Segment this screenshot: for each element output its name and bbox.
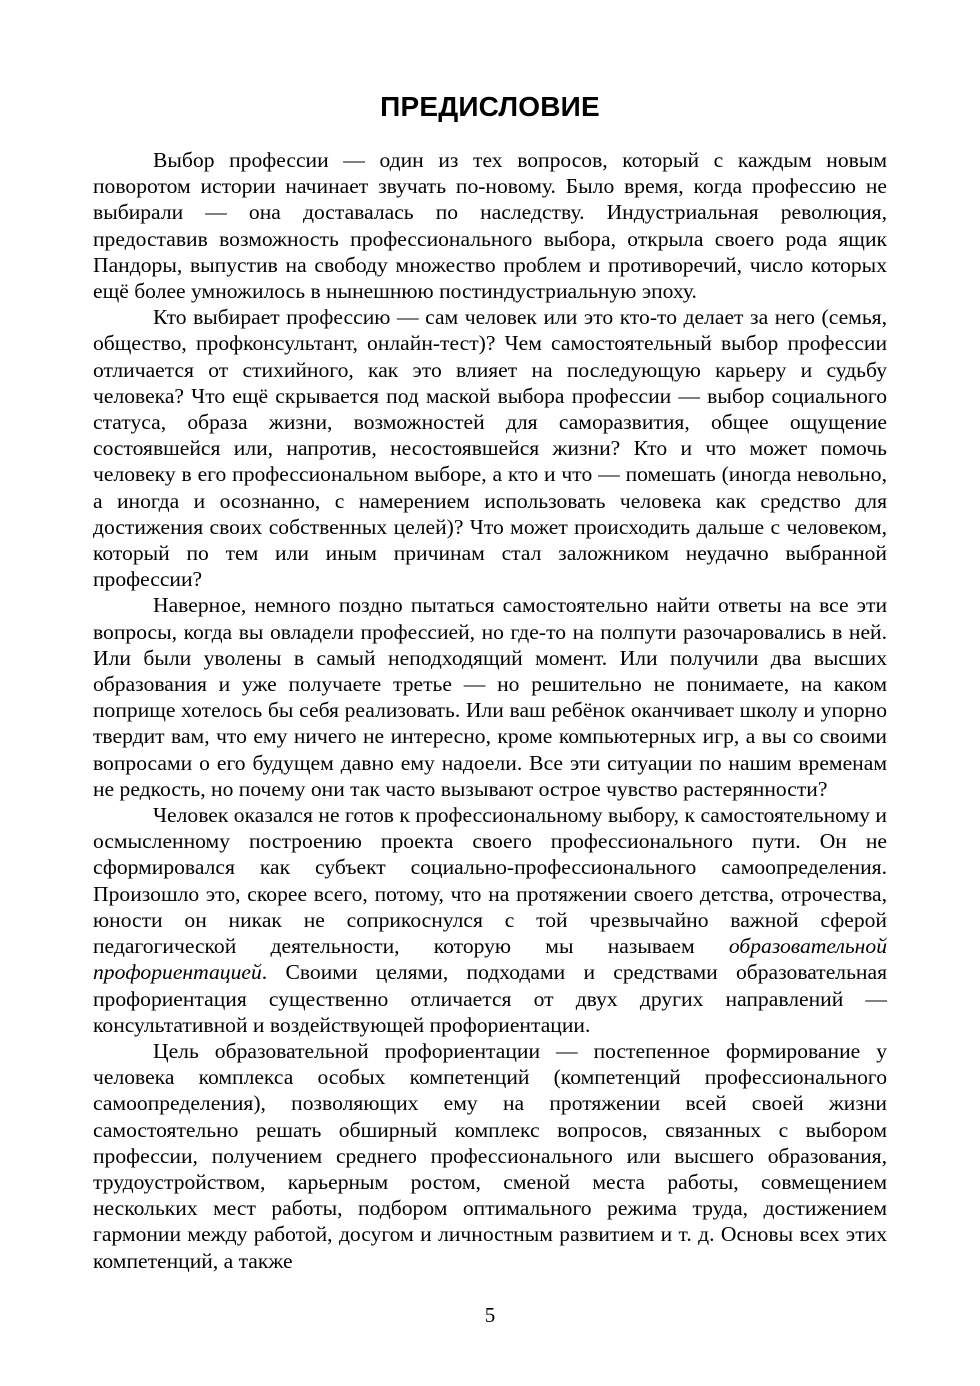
paragraph-4-before: Человек оказался не готов к профессиональному выбору, к самостоятельному и осмысленному построению проекта своего профессионального пути. Он не сформировался как субъект социально-профессионального самоопределения. Произошло это, скорее всего, потому, что на протяжении своего детства, отрочества, юности он никак не соприкоснулся с той чрезвычайно важной сферой педагогической деятельности, которую мы называем — [93, 803, 887, 959]
paragraph-5: Цель образовательной профориентации — постепенное формирование у человека комплекса особых компетенций (компетенций профессионального самоопределения), позволяющих ему на протяжении всей своей жизни самостоятельно решать обширный комплекс вопросов, связанных с выбором профессии, получением среднего профессионального или высшего образования, трудоустройством, карьерным ростом, сменой места работы, совмещением нескольких мест работы, подбором оптимального режима труда, достижением гармонии между работой, досугом и личностным развитием и т. д. Основы всех этих компетенций, а также — [93, 1038, 887, 1273]
paragraph-3: Наверное, немного поздно пытаться самостоятельно найти ответы на все эти вопросы, когда вы овладели профессией, но где-то на полпути разочаровались в ней. Или были уволены в самый неподходящий момент. Или получили два высших образования и уже получаете третье — но решительно не понимаете, на каком поприще хотелось бы себя реализовать. Или ваш ребёнок оканчивает школу и упорно твердит вам, что ему ничего не интересно, кроме компьютерных игр, а вы со своими вопросами о его будущем давно ему надоели. Все эти ситуации по нашим временам не редкость, но почему они так часто вызывают острое чувство растерянности? — [93, 593, 887, 801]
body-text — [93, 147, 887, 1274]
page-title: ПРЕДИСЛОВИЕ — [380, 91, 600, 122]
paragraph-4 — [93, 802, 887, 1038]
page-number: 5 — [484, 1303, 496, 1327]
paragraph-4-after: . Своими целями, подходами и средствами образовательная профориентация существенно отличается от двух других направлений — консультативной и воздействующей профориентации. — [93, 960, 887, 1037]
paragraph-2: Кто выбирает профессию — сам человек или это кто-то делает за него (семья, общество, профконсультант, онлайн-тест)? Чем самостоятельный выбор профессии отличается от стихийного, как это влияет на последующую карьеру и судьбу человека? Что ещё скрывается под маской выбора профессии — выбор социального статуса, образа жизни, возможностей для саморазвития, общее ощущение состоявшейся или, напротив, несостоявшейся жизни? Кто и что может помочь человеку в его профессиональном выборе, а кто и что — помешать (иногда невольно, а иногда и осознанно, с намерением использовать человека как средство для достижения своих собственных целей)? Что может происходить дальше с человеком, который по тем или иным причинам стал заложником неудачно выбранной профессии? — [93, 305, 887, 592]
paragraph-4-emphasis: образовательной профориентацией — [93, 934, 887, 985]
paragraph-1: Выбор профессии — один из тех вопросов, который с каждым новым поворотом истории начинает звучать по-новому. Было время, когда профессию не выбирали — она доставалась по наследству. Индустриальная революция, предоставив возможность профессионального выбора, открыла своего рода ящик Пандоры, выпустив на свободу множество проблем и противоречий, число которых ещё более умножилось в нынешнюю постиндустриальную эпоху. — [93, 148, 887, 304]
